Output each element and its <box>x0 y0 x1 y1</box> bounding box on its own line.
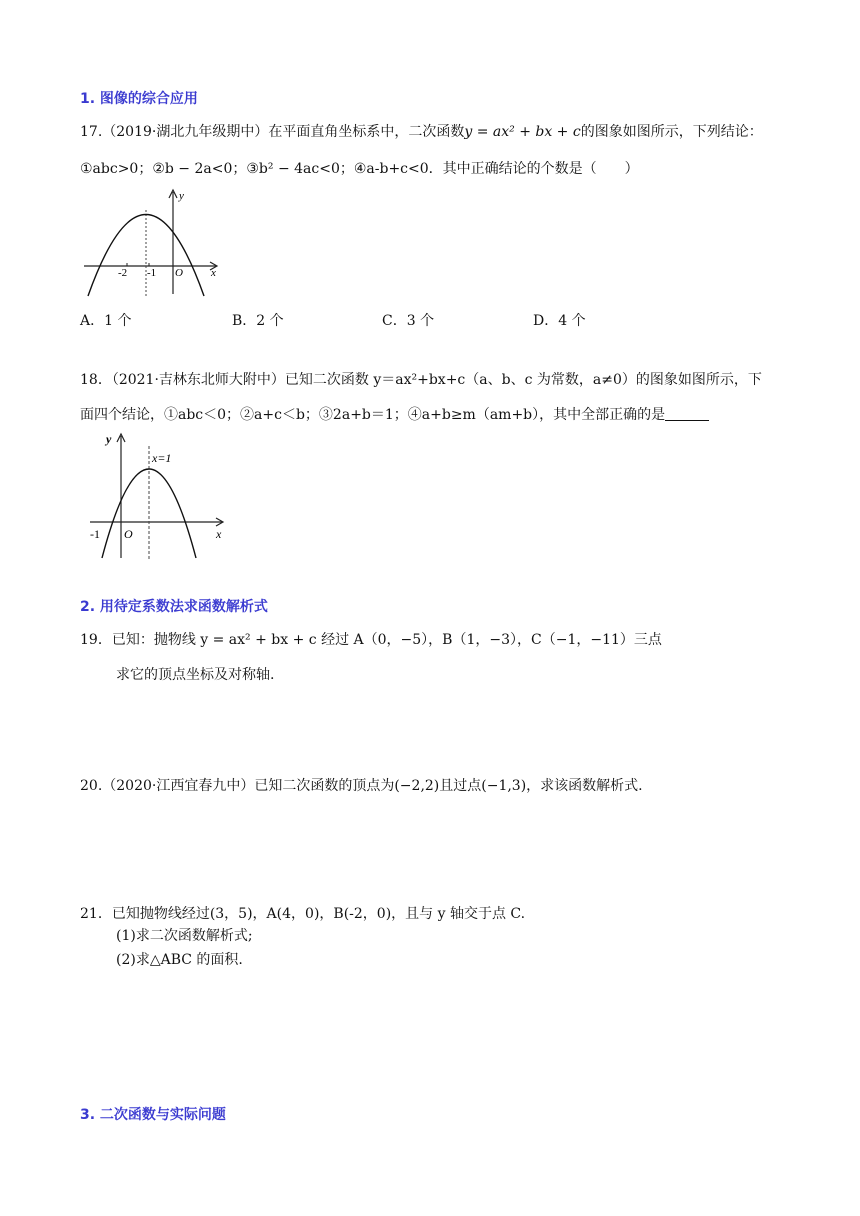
q17-origin: O <box>175 267 183 279</box>
q20-line1: 20.（2020·江西宜春九中）已知二次函数的顶点为(−2,2)且过点(−1,3)，求该函数解析式. <box>80 778 643 794</box>
q18-axis-label: x=1 <box>152 451 172 465</box>
q17-formula: y = ax² + bx + c <box>464 124 581 140</box>
q17-option-b[interactable]: B．2 个 <box>232 313 284 329</box>
q17-line1-suffix: 的图象如图所示，下列结论： <box>580 124 763 140</box>
section-title-3: 3. 二次函数与实际问题 <box>80 1107 226 1123</box>
q18-line1: 18．（2021·吉林东北师大附中）已知二次函数 y＝ax²+bx+c（a、b、c 为常数，a≠0）的图象如图所示，下 <box>80 372 762 388</box>
q21-line1: 21．已知抛物线经过(3，5)，A(4，0)，B(-2，0)，且与 y 轴交于点 C. <box>80 906 526 922</box>
q18-origin: O <box>124 527 133 541</box>
q18-x-label: x <box>216 527 222 541</box>
q21-part1: (1)求二次函数解析式; <box>116 928 253 944</box>
q17-graph <box>80 186 230 298</box>
section-title-1: 1. 图像的综合应用 <box>80 91 198 107</box>
q18-tick-neg1: -1 <box>90 527 100 541</box>
q19-line1: 19．已知：抛物线 y = ax² + bx + c 经过 A（0，−5），B（1，−3），C（−1，−11）三点 <box>80 632 662 648</box>
q17-y-label: y <box>179 190 184 202</box>
q21-part2: (2)求△ABC 的面积. <box>116 952 243 968</box>
q17-line1 <box>80 122 763 142</box>
q17-line1-prefix: 17.（2019·湖北九年级期中）在平面直角坐标系中，二次函数 <box>80 124 465 140</box>
q17-x-label: x <box>211 267 216 279</box>
q18-line2-text: 面四个结论，①abc＜0；②a+c＜b；③2a+b＝1；④a+b≥m（am+b），其中全部正确的是 <box>80 407 666 423</box>
q17-line2: ①abc>0；②b − 2a<0；③b² − 4ac<0；④a-b+c<0．其中正确结论的个数是（ ） <box>80 161 639 177</box>
q18-answer-blank[interactable] <box>665 406 709 421</box>
section-title-2: 2. 用待定系数法求函数解析式 <box>80 599 268 615</box>
q17-option-c[interactable]: C．3 个 <box>382 313 435 329</box>
q18-graph <box>84 430 234 562</box>
q17-option-a[interactable]: A．1 个 <box>80 313 132 329</box>
q18-y-label: y <box>106 432 112 446</box>
q19-line2: 求它的顶点坐标及对称轴. <box>116 667 275 683</box>
q17-tick-neg2: -2 <box>118 267 128 279</box>
q17-option-d[interactable]: D．4 个 <box>533 313 586 329</box>
q18-line2 <box>80 405 709 425</box>
q17-tick-neg1: -1 <box>147 267 157 279</box>
